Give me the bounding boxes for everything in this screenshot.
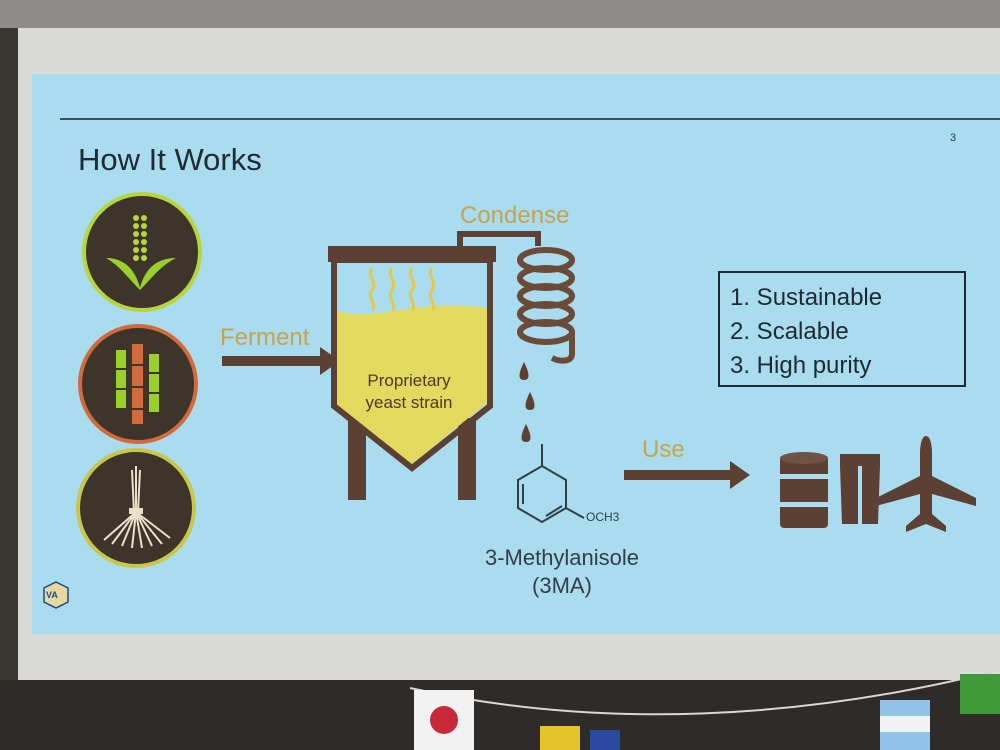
slide-title: How It Works	[78, 142, 262, 177]
condense-label: Condense	[460, 202, 570, 229]
chemical-full-name: 3-Methylanisole	[484, 545, 640, 570]
flag-korea-emblem	[430, 706, 458, 734]
airplane-icon	[876, 436, 976, 532]
ceiling	[0, 0, 1000, 28]
flag-green	[960, 674, 1000, 714]
benefit-item: 1. Sustainable	[730, 284, 883, 311]
benefits-box	[718, 271, 966, 387]
fermenter-lid	[328, 246, 496, 262]
yeast-line-1: Proprietary	[367, 371, 451, 390]
flag-argentina-band	[880, 716, 930, 732]
chemical-abbrev: (3MA)	[532, 573, 592, 598]
condenser-coil	[520, 250, 572, 361]
presentation-slide	[32, 74, 1000, 634]
benefit-item: 2. Scalable	[730, 318, 849, 345]
flag-yellow	[540, 726, 580, 750]
page-number: 3	[950, 132, 957, 144]
use-arrow	[624, 470, 730, 480]
yeast-line-2: yeast strain	[365, 393, 453, 412]
ferment-label: Ferment	[220, 324, 310, 351]
steam-icon	[370, 268, 433, 310]
flag-blue	[590, 730, 620, 750]
pants-icon	[840, 454, 880, 524]
benefit-item: 3. High purity	[730, 352, 872, 379]
yeast-strain-label	[334, 370, 484, 414]
logo-text: VA	[46, 590, 58, 600]
3ma-molecule	[518, 444, 584, 522]
use-label: Use	[642, 436, 685, 463]
chemical-name	[462, 544, 662, 600]
flag-bunting	[0, 660, 1000, 750]
barrel-icon	[778, 452, 830, 528]
condensate-drops	[520, 362, 535, 442]
och3-label: OCH3	[586, 510, 620, 524]
